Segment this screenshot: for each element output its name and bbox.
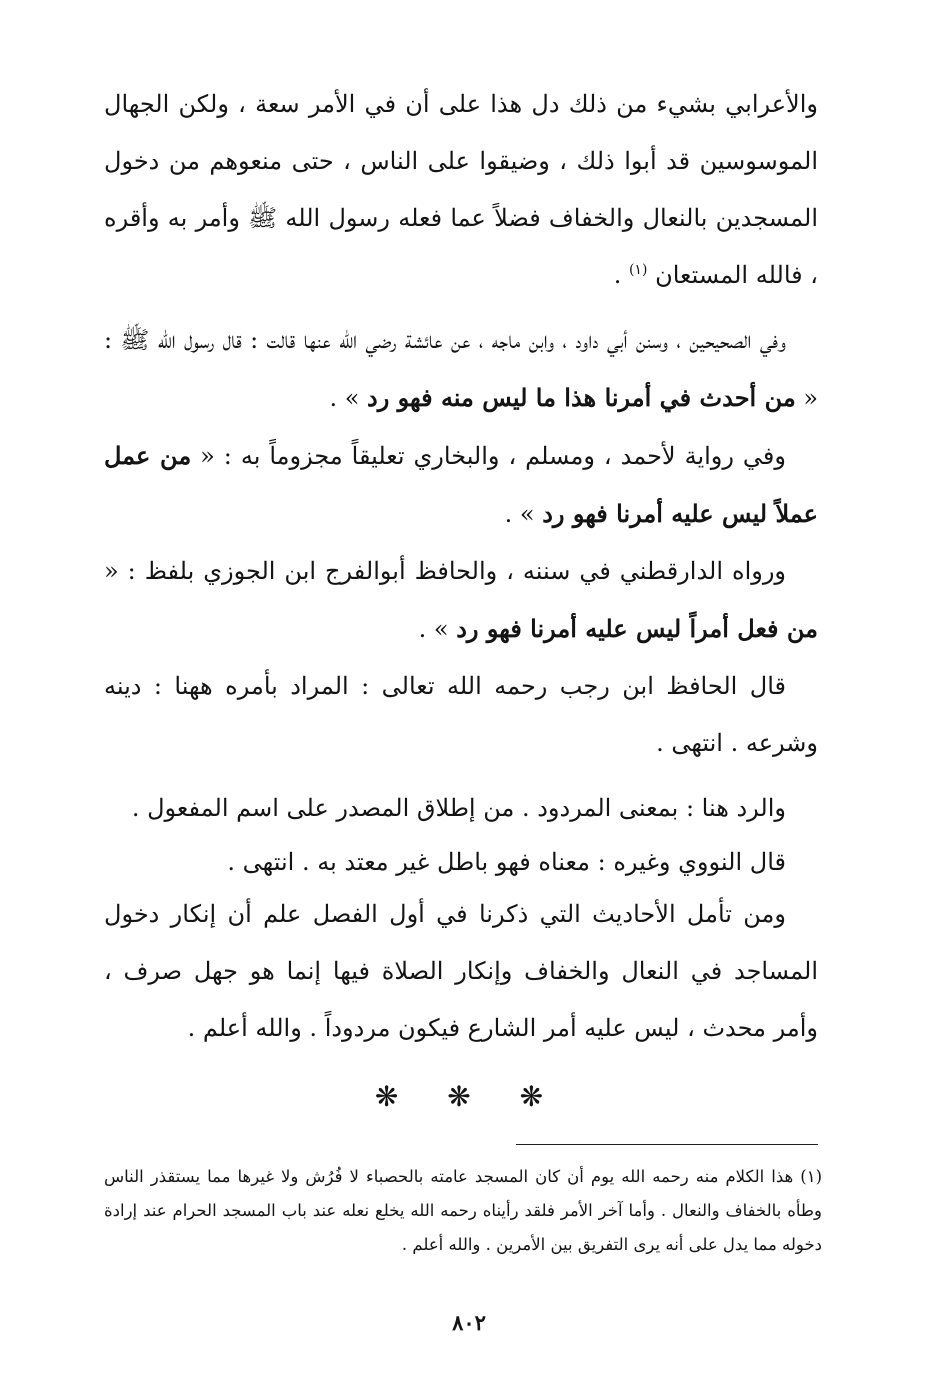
hadith-quote-2: من عمل عملاً ليس عليه أمرنا فهو رد (104, 441, 818, 528)
paragraph-1-end: . (613, 261, 629, 289)
footnote-text: هذا الكلام منه رحمه الله يوم أن كان المسجد عامته بالحصباء لا فُرُش ولا غيرها مما يستقذر الناس وطأه بالخفاف والنعال . وأما آخر الأمر فلقد رأيناه رحمه الله يخلع نعله عند باب المسجد الحرام عند إرادة دخوله مما يدل على أنه يرى التفريق بين الأمرين . والله أعلم . (104, 1167, 822, 1254)
paragraph-1 (104, 76, 818, 304)
paragraph-5: قال الحافظ ابن رجب رحمه الله تعالى : المراد بأمره ههنا : دينه وشرعه . انتهى . (104, 672, 818, 757)
paragraph-4 (104, 543, 818, 658)
paragraph-6: والرد هنا : بمعنى المردود . من إطلاق المصدر على اسم المفعول . (131, 794, 786, 822)
footnote-reference: (١) (628, 262, 648, 278)
footnote (104, 1160, 822, 1262)
footnote-marker: (١) (800, 1167, 822, 1186)
paragraph-2 (104, 312, 818, 427)
paragraph-4-intro: ورواه الدارقطني في سننه ، والحافظ أبوالفرج ابن الجوزي بلفظ : « (104, 557, 786, 585)
hadith-quote-1: من أحدث في أمرنا هذا ما ليس منه فهو رد (367, 383, 796, 412)
paragraph-1-text: والأعرابي بشيء من ذلك دل هذا على أن في الأمر سعة ، ولكن الجهال الموسوسين قد أبوا ذلك ، وضيقوا على الناس ، حتى منعوهم من دخول المسجدين بالنعال والخفاف فضلاً عما فعله رسول الله ﷺ وأمر به وأقره ، فالله المستعان (104, 90, 818, 289)
paragraph-3 (104, 427, 818, 543)
section-separator: ❋ ❋ ❋ (374, 1080, 564, 1113)
hadith-quote-3: من فعل أمراً ليس عليه أمرنا فهو رد (456, 614, 818, 643)
paragraph-3-intro: وفي رواية لأحمد ، ومسلم ، والبخاري تعليقاً مجزوماً به : « (191, 442, 786, 470)
paragraph-8: ومن تأمل الأحاديث التي ذكرنا في أول الفصل علم أن إنكار دخول المساجد في النعال والخفاف وإنكار الصلاة فيها إنما هو جهل صرف ، وأمر محدث ، ليس عليه أمر الشارع فيكون مردوداً . والله أعلم . (104, 900, 818, 1042)
paragraph-2-intro: وفي الصحيحين ، وسنن أبي داود ، وابن ماجه ، عن عائشة رضي الله عنها قالت : قال رسول الله ﷺ : « (104, 326, 818, 412)
main-text (104, 76, 818, 1057)
paragraph-4-end: » . (418, 615, 457, 643)
paragraph-3-end: » . (504, 500, 543, 528)
paragraph-7: قال النووي وغيره : معناه فهو باطل غير معتد به . انتهى . (227, 848, 786, 876)
footnote-divider (516, 1144, 818, 1145)
paragraph-2-end: » . (329, 384, 368, 412)
page-number: ٨٠٢ (452, 1310, 486, 1335)
